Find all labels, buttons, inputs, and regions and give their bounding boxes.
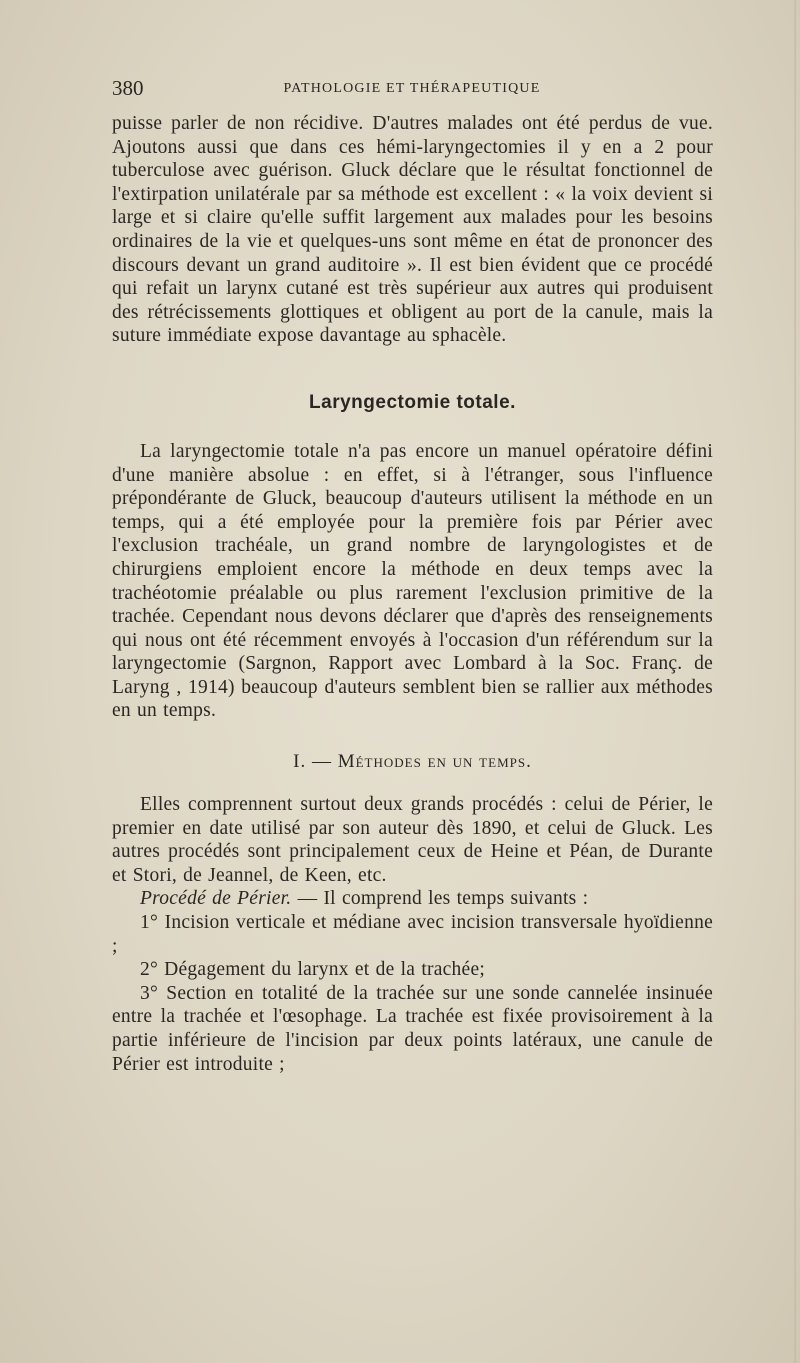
step-1: 1° Incision verticale et médiane avec incision transversale hyoïdienne ; xyxy=(112,912,713,957)
paragraph-continuation: puisse parler de non récidive. D'autres malades ont été perdus de vue. Ajoutons aussi que dans ces hémi-laryngectomies il y en a 2 pour tuberculose avec guérison. Gluck déclare que le résultat fonctionnel de l'extirpation unilatérale par sa méthode est excellent : « la voix devient si large et si claire qu'elle suffit largement aux malades pour les besoins ordinaires de la vie et quelques-uns sont même en état de prononcer des discours devant un grand auditoire ». Il est bien évident que ce procédé qui refait un larynx cutané est très supérieur aux autres qui produisent des rétrécissements glottiques et obligent au port de la canule, mais la suture immédiate expose davantage au sphacèle. xyxy=(112,113,713,347)
step-3: 3° Section en totalité de la trachée sur une sonde cannelée insinuée entre la trachée et l'œsophage. La trachée est fixée provisoirement à la partie inférieure de l'incision par deux points latéraux, une canule de Périer est introduite ; xyxy=(112,982,713,1075)
subsection-heading: I. — Méthodes en un temps. xyxy=(293,751,532,773)
paragraph-procedes: Elles comprennent surtout deux grands procédés : celui de Périer, le premier en date utilisé par son auteur dès 1890, et celui de Gluck. Les autres procédés sont principalement ceux de Heine et Péan, de Durante et Stori, de Jeannel, de Keen, etc. xyxy=(112,794,713,886)
procede-perier-title: Procédé de Périer. xyxy=(140,888,292,910)
section-heading: Laryngectomie totale. xyxy=(309,391,516,413)
running-title: PATHOLOGIE ET THÉRAPEUTIQUE xyxy=(283,81,541,96)
paragraph-laryngectomie-totale: La laryngectomie totale n'a pas encore un manuel opératoire défini d'une manière absolue : en effet, si à l'étranger, sous l'influence prépondérante de Gluck, beaucoup d'auteurs utilisent la méthode en un temps, qui a été employée pour la première fois par Périer avec l'exclusion trachéale, un grand nombre de laryngologistes et de chirurgiens emploient encore la méthode en deux temps avec la trachéotomie préalable ou plus rarement l'exclusion primitive de la trachée. Cependant nous devons déclarer que d'après des renseignements qui nous ont été récemment envoyés à l'occasion d'un référendum sur la laryngectomie (Sargnon, Rapport avec Lombard à la Soc. Franç. de Laryng , 1914) beaucoup d'auteurs semblent bien se rallier aux méthodes en un temps. xyxy=(112,440,713,722)
page-header xyxy=(112,76,712,104)
paragraph-procede-perier xyxy=(112,887,713,911)
procede-perier-intro: — Il comprend les temps suivants : xyxy=(291,888,589,910)
page-edge xyxy=(794,0,796,1363)
page-body xyxy=(112,112,713,1076)
page-number: 380 xyxy=(112,76,144,100)
step-2: 2° Dégagement du larynx et de la trachée; xyxy=(140,959,486,981)
